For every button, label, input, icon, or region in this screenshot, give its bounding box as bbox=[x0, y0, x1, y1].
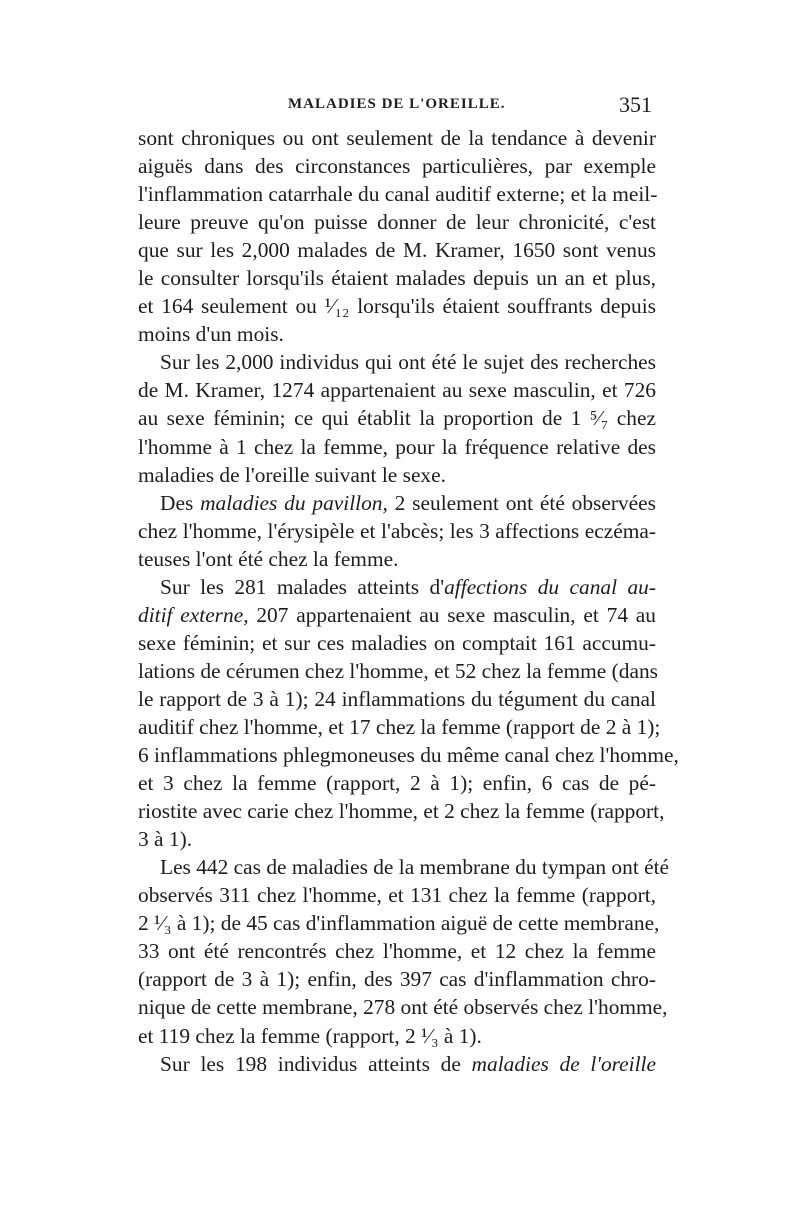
text-line: que sur les 2,000 malades de M. Kramer, 1650 sont venus bbox=[138, 238, 656, 263]
text-line bbox=[138, 1050, 656, 1078]
text-line: sexe féminin; et sur ces maladies on comptait 161 accumu- bbox=[138, 630, 656, 655]
text-run: 207 appartenaient au sexe masculin, et 74 au bbox=[248, 602, 656, 627]
text-line: au sexe féminin; ce qui établit la proportion de 1 ⁵⁄₇ chez bbox=[138, 406, 656, 431]
text-line: chez l'homme, l'érysipèle et l'abcès; les 3 affections eczéma- bbox=[138, 518, 656, 543]
text-run: 2 seulement ont été observées bbox=[387, 490, 656, 515]
text-line: sont chroniques ou ont seulement de la tendance à devenir bbox=[138, 126, 656, 150]
text-run: Sur les 281 malades atteints d' bbox=[160, 574, 445, 599]
text-line: le consulter lorsqu'ils étaient malades depuis un an et plus, bbox=[138, 266, 656, 291]
text-line bbox=[138, 601, 656, 629]
italic-run: ditif externe, bbox=[138, 602, 249, 627]
text-line: de M. Kramer, 1274 appartenaient au sexe masculin, et 726 bbox=[138, 378, 656, 403]
text-line: Les 442 cas de maladies de la membrane du tympan ont été bbox=[160, 855, 670, 880]
text-line: 6 inflammations phlegmoneuses du même canal chez l'homme, bbox=[138, 743, 679, 768]
text-line: leure preuve qu'on puisse donner de leur chronicité, c'est bbox=[138, 210, 656, 235]
text-line: et 164 seulement ou ¹⁄₁₂ lorsqu'ils étaient souffrants depuis bbox=[138, 294, 656, 319]
text-line: aiguës dans des circonstances particulières, par exemple bbox=[138, 154, 656, 179]
text-line: l'inflammation catarrhale du canal auditif externe; et la meil- bbox=[138, 182, 658, 207]
text-line bbox=[138, 573, 656, 601]
italic-run: maladies du pavillon, bbox=[200, 490, 388, 515]
text-line bbox=[138, 489, 656, 517]
body-text bbox=[138, 124, 679, 1078]
text-run: Des bbox=[160, 490, 201, 515]
running-title: MALADIES DE L'OREILLE. bbox=[288, 96, 506, 112]
italic-run: affections du canal au- bbox=[444, 574, 656, 599]
text-line: riostite avec carie chez l'homme, et 2 chez la femme (rapport, bbox=[138, 799, 665, 824]
text-run: Sur les 198 individus atteints de bbox=[160, 1051, 472, 1076]
running-head bbox=[138, 92, 654, 122]
page-number: 351 bbox=[619, 92, 652, 117]
text-line: 3 à 1). bbox=[138, 827, 193, 852]
text-line: l'homme à 1 chez la femme, pour la fréquence relative des bbox=[138, 434, 656, 459]
text-line: le rapport de 3 à 1); 24 inflammations du tégument du canal bbox=[138, 686, 656, 711]
text-line: 33 ont été rencontrés chez l'homme, et 12 chez la femme bbox=[138, 939, 656, 964]
text-line: nique de cette membrane, 278 ont été observés chez l'homme, bbox=[138, 995, 668, 1020]
text-line: (rapport de 3 à 1); enfin, des 397 cas d'inflammation chro- bbox=[138, 967, 656, 992]
text-line: lations de cérumen chez l'homme, et 52 chez la femme (dans bbox=[138, 658, 658, 683]
text-line: maladies de l'oreille suivant le sexe. bbox=[138, 462, 446, 487]
text-line: teuses l'ont été chez la femme. bbox=[138, 546, 399, 571]
text-line: 2 ¹⁄₃ à 1); de 45 cas d'inflammation aiguë de cette membrane, bbox=[138, 911, 660, 936]
text-line: moins d'un mois. bbox=[138, 322, 284, 347]
text-line: et 119 chez la femme (rapport, 2 ¹⁄₃ à 1). bbox=[138, 1023, 482, 1048]
text-line: Sur les 2,000 individus qui ont été le sujet des recherches bbox=[160, 350, 656, 375]
text-line: observés 311 chez l'homme, et 131 chez la femme (rapport, bbox=[138, 883, 656, 908]
text-line: et 3 chez la femme (rapport, 2 à 1); enfin, 6 cas de pé- bbox=[138, 771, 656, 796]
text-line: auditif chez l'homme, et 17 chez la femme (rapport de 2 à 1); bbox=[138, 714, 661, 739]
italic-run: maladies de l'oreille bbox=[471, 1051, 656, 1076]
